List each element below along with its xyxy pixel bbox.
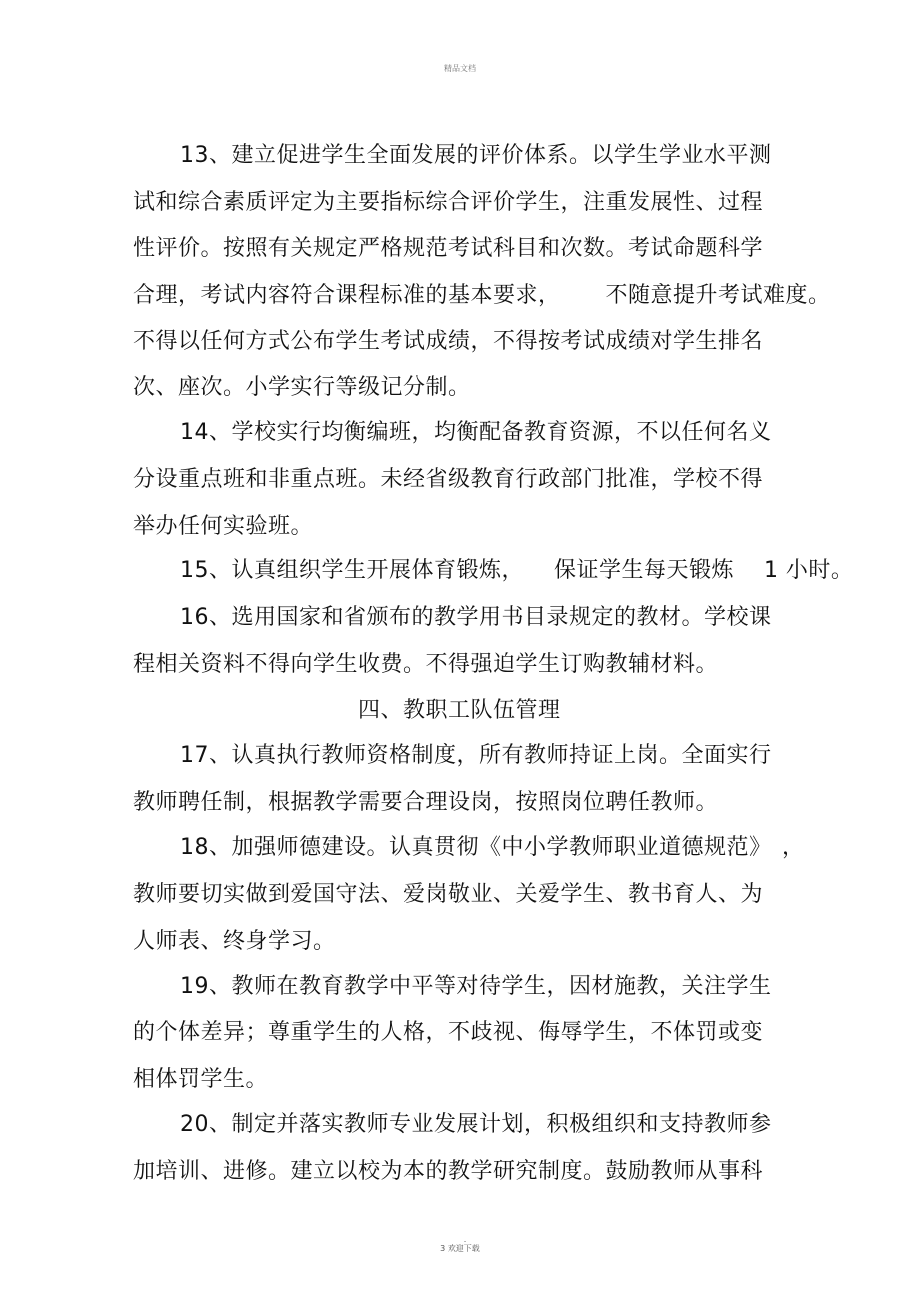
text-line: 次、座次。小学实行等级记分制。 — [133, 375, 471, 400]
text-line: 教师要切实做到爱国守法、爱岗敬业、关爱学生、教书育人、为 — [133, 882, 764, 907]
text-line: 分设重点班和非重点班。未经省级教育行政部门批准，学校不得 — [133, 467, 764, 492]
text-line: 举办任何实验班。 — [133, 514, 314, 539]
text-line: 试和综合素质评定为主要指标综合评价学生，注重发展性、过程 — [133, 190, 764, 215]
text-line: 合理，考试内容符合课程标准的基本要求， 不随意提升考试难度。 — [133, 283, 831, 308]
section-heading: 四、教职工队伍管理 — [358, 698, 561, 723]
text-line: 人师表、终身学习。 — [133, 929, 336, 954]
page-number: 3 — [440, 1244, 446, 1253]
text-line: 15、认真组织学生开展体育锻炼， 保证学生每天锻炼 1 小时。 — [180, 558, 854, 583]
text-line: 20、制定并落实教师专业发展计划，积极组织和支持教师参 — [180, 1112, 772, 1137]
text-line: ， — [782, 835, 805, 860]
text-line: 教师聘任制，根据教学需要合理设岗，按照岗位聘任教师。 — [133, 790, 719, 815]
text-line: 的个体差异；尊重学生的人格，不歧视、侮辱学生，不体罚或变 — [133, 1020, 764, 1045]
footer-dot: . — [463, 1235, 467, 1244]
text-line: 16、选用国家和省颁布的教学用书目录规定的教材。学校课 — [180, 605, 772, 630]
page-footer — [0, 1237, 920, 1254]
text-line: 13、建立促进学生全面发展的评价体系。以学生学业水平测 — [180, 143, 772, 168]
text-line: 14、学校实行均衡编班，均衡配备教育资源，不以任何名义 — [180, 420, 772, 445]
text-line: 18、加强师德建设。认真贯彻《中小学教师职业道德规范》 — [180, 835, 772, 860]
text-line: 程相关资料不得向学生收费。不得强迫学生订购教辅材料。 — [133, 652, 719, 677]
page-header: 精品文档 — [444, 64, 476, 73]
text-line: 不得以任何方式公布学生考试成绩，不得按考试成绩对学生排名 — [133, 329, 764, 354]
text-line: 19、教师在教育教学中平等对待学生，因材施教，关注学生 — [180, 974, 772, 999]
text-line: 性评价。按照有关规定严格规范考试科目和次数。考试命题科学 — [133, 236, 764, 261]
text-line: 相体罚学生。 — [133, 1067, 269, 1092]
text-line: 加培训、进修。建立以校为本的教学研究制度。鼓励教师从事科 — [133, 1159, 764, 1184]
text-line: 17、认真执行教师资格制度，所有教师持证上岗。全面实行 — [180, 743, 772, 768]
footer-text: 欢迎下载 — [447, 1244, 480, 1253]
